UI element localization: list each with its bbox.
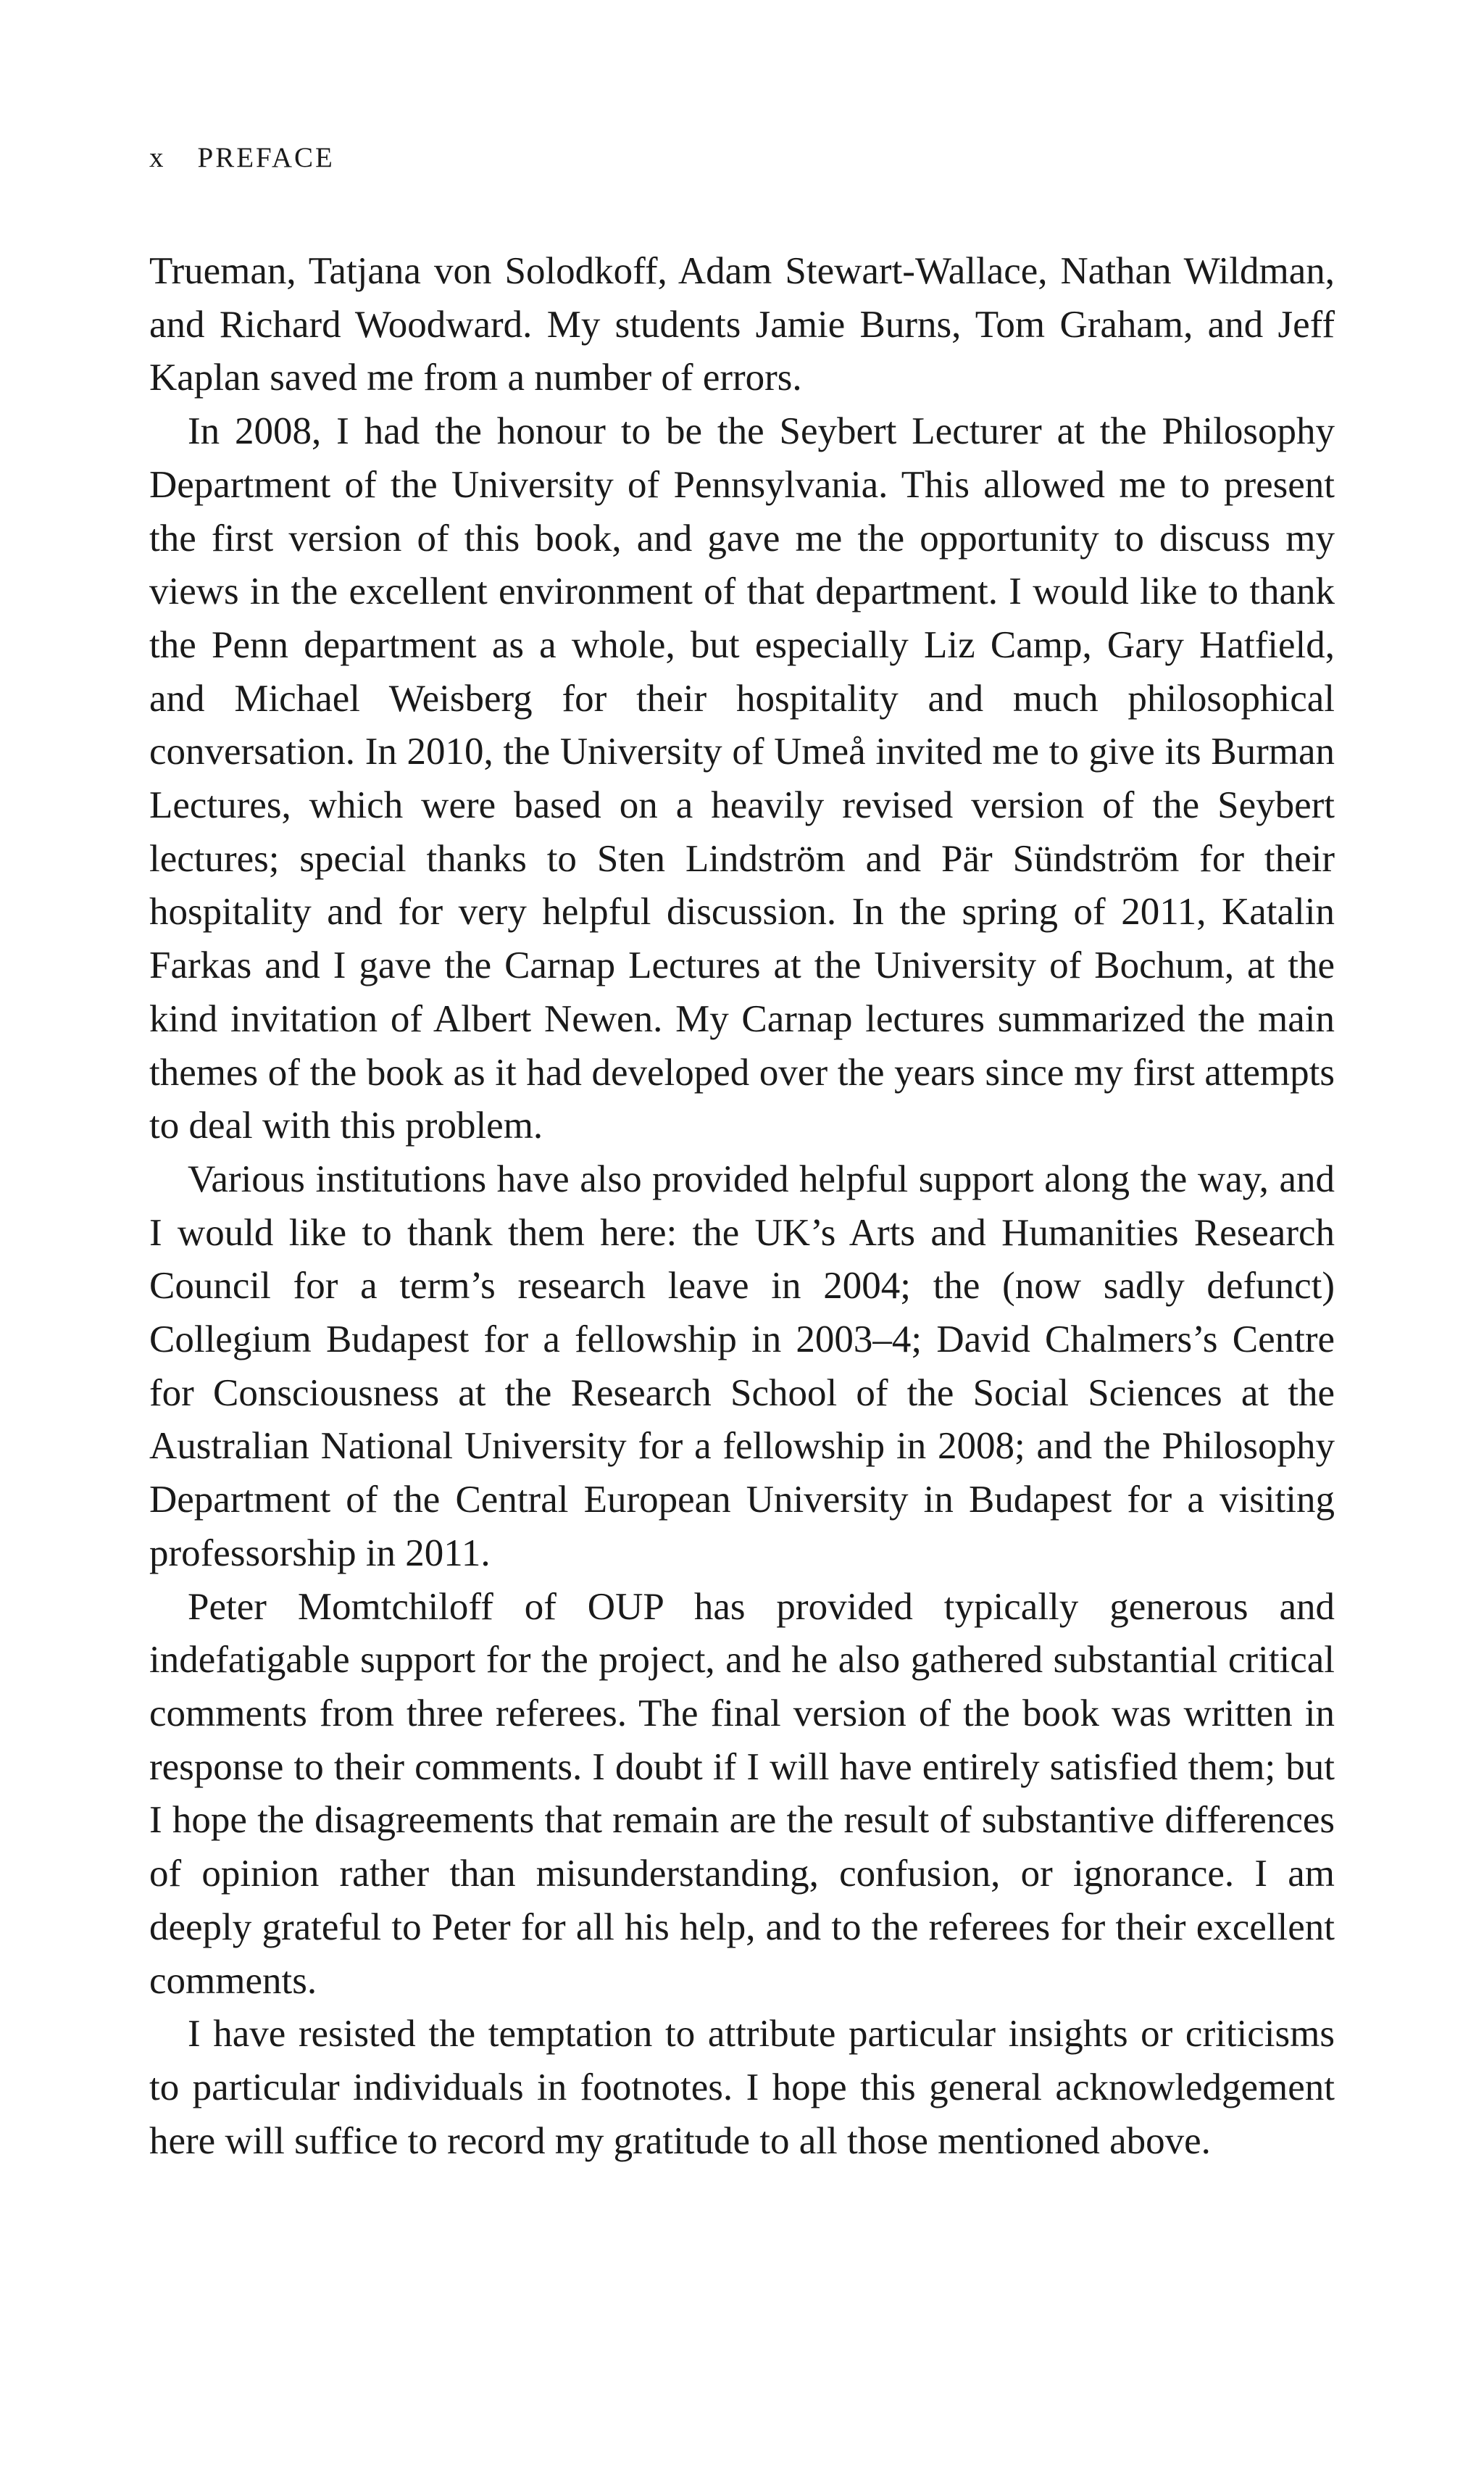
running-head — [149, 144, 335, 172]
page-number: x — [149, 142, 164, 173]
paragraph-oup-referees: Peter Momtchiloff of OUP has provided typically generous and indefatigable support for the project, and he also gathered substantial critical comments from three referees. The final version of the book was written in response to their comments. I doubt if I will have entirely satisfied them; but I hope the disagreements that remain are the result of substantive differences of opinion rather than misunderstanding, confusion, or ignorance. I am deeply grateful to Peter for all his help, and to the referees for their excellent comments. — [149, 1585, 1335, 2002]
paragraph-seybert-lectures: In 2008, I had the honour to be the Seybert Lecturer at the Philosophy Department of the University of Pennsylvania. This allowed me to present the first version of this book, and gave me the opportunity to discuss my views in the excellent environment of that department. I would like to thank the Penn department as a whole, but especially Liz Camp, Gary Hatfield, and Michael Weisberg for their hospitality and much philosophical conversation. In 2010, the University of Umeå invited me to give its Burman Lectures, which were based on a heavily revised version of the Seybert lectures; special thanks to Sten Lindström and Pär Sündström for their hospitality and for very helpful discussion. In the spring of 2011, Katalin Farkas and I gave the Carnap Lectures at the University of Bochum, at the kind invitation of Albert Newen. My Carnap lectures summarized the main themes of the book as it had developed over the years since my first attempts to deal with this problem. — [149, 410, 1335, 1147]
body-text — [149, 245, 1335, 2168]
running-head-title: PREFACE — [197, 142, 335, 173]
paragraph-acknowledgement: I have resisted the temptation to attribute particular insights or criticisms to particular individuals in footnotes. I hope this general acknowledgement here will suffice to record my gratitude to all those mentioned above. — [149, 2013, 1335, 2162]
paragraph-continued: Trueman, Tatjana von Solodkoff, Adam Stewart-Wallace, Nathan Wildman, and Richard Woodward. My students Jamie Burns, Tom Graham, and Jeff Kaplan saved me from a number of errors. — [149, 250, 1335, 399]
paragraph-institutions: Various institutions have also provided helpful support along the way, and I would like to thank them here: the UK’s Arts and Humanities Research Council for a term’s research leave in 2004; the (now sadly defunct) Collegium Budapest for a fellowship in 2003–4; David Chalmers’s Centre for Consciousness at the Research School of the Social Sciences at the Australian National University for a fellowship in 2008; and the Philosophy Department of the Central European University in Budapest for a visiting professorship in 2011. — [149, 1158, 1335, 1574]
